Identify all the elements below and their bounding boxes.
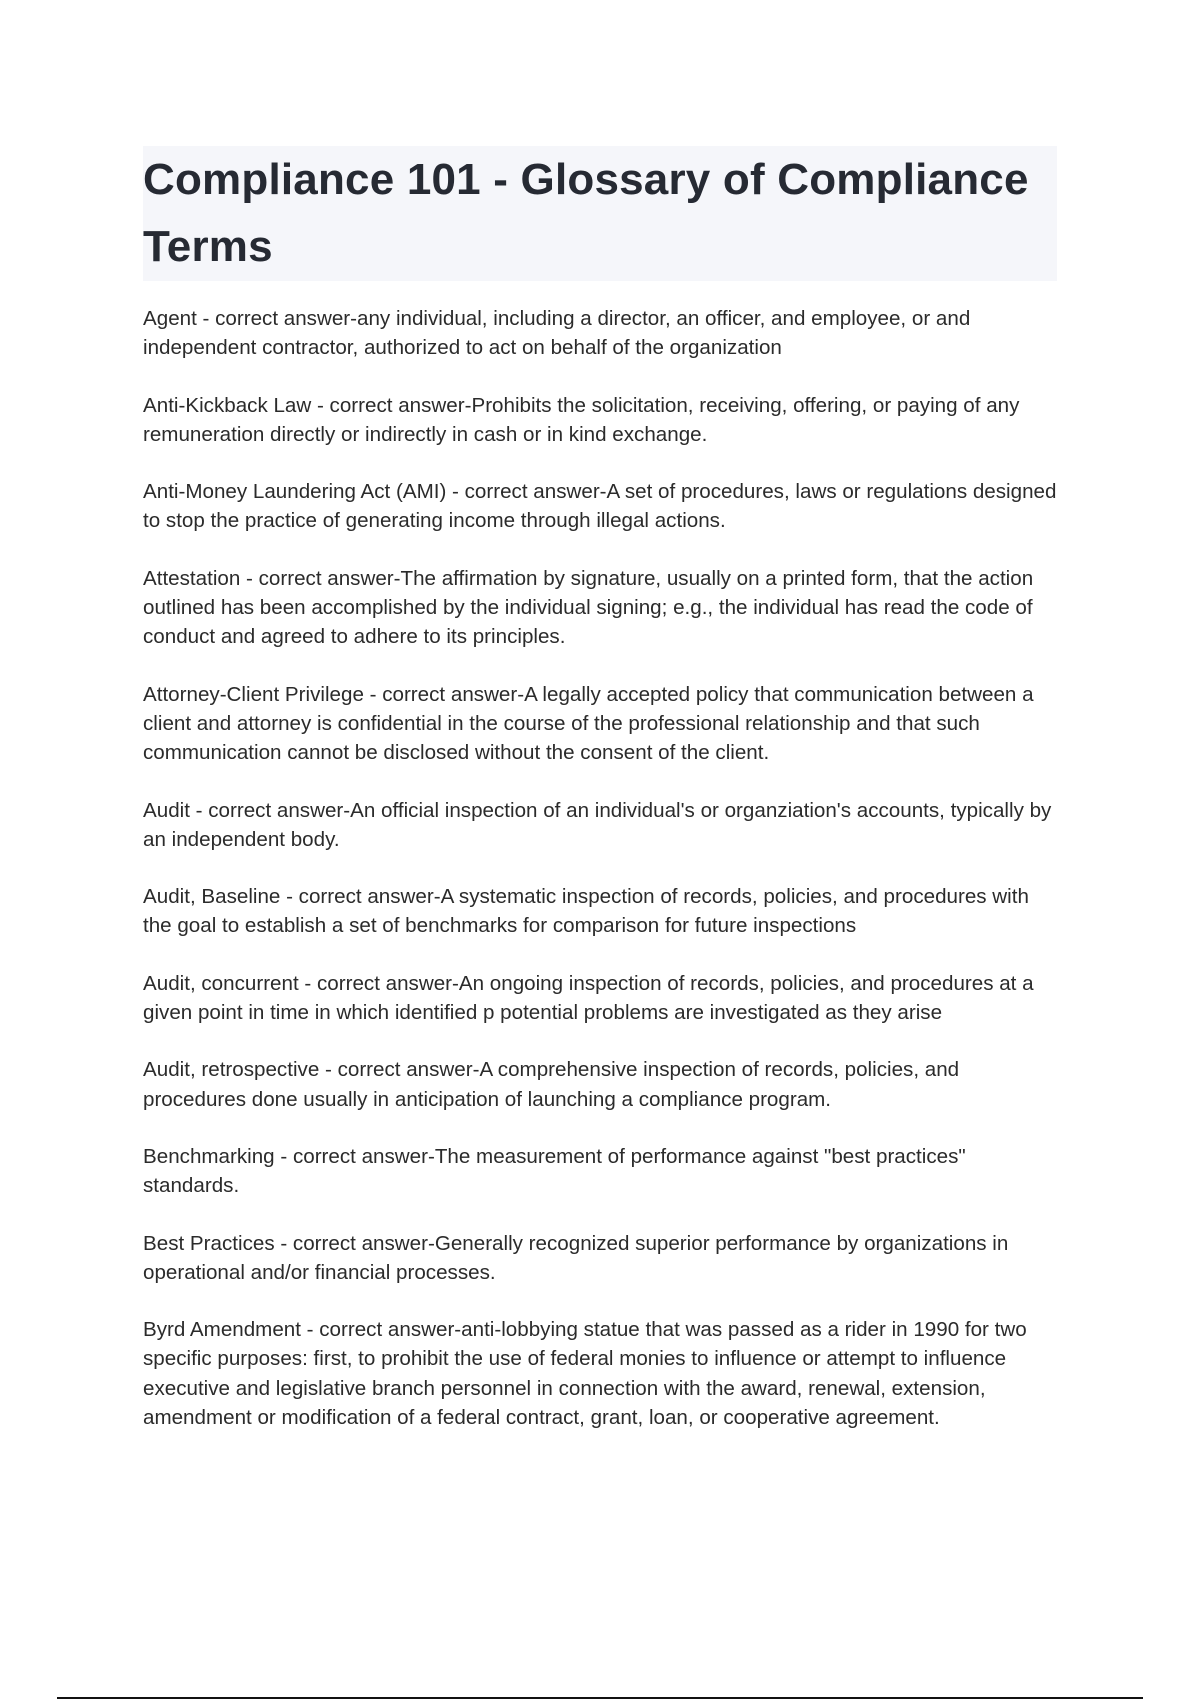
glossary-entry-attorney-client-privilege: Attorney-Client Privilege - correct answer-A legally accepted policy that communication between a client and attorney is confidential in the course of the professional relationship and that such communication cannot be disclosed without the consent of the client. (143, 682, 1034, 765)
glossary-entry-audit-baseline: Audit, Baseline - correct answer-A systematic inspection of records, policies, and procedures with the goal to establish a set of benchmarks for comparison for future inspections (143, 885, 1029, 938)
glossary-list (143, 304, 1061, 1460)
glossary-entry-anti-money-laundering-act: Anti-Money Laundering Act (AMI) - correct answer-A set of procedures, laws or regulations designed to stop the practice of generating income through illegal actions. (143, 480, 1057, 533)
title-block (143, 146, 1057, 281)
glossary-entry-best-practices: Best Practices - correct answer-Generally recognized superior performance by organizations in operational and/or financial processes. (143, 1231, 1009, 1284)
glossary-entry-byrd-amendment: Byrd Amendment - correct answer-anti-lobbying statue that was passed as a rider in 1990 for two specific purposes: first, to prohibit the use of federal monies to influence or attempt to influence executive and legislative branch personnel in connection with the award, renewal, extension, amendment or modification of a federal contract, grant, loan, or cooperative agreement. (143, 1318, 1027, 1430)
glossary-entry-benchmarking: Benchmarking - correct answer-The measurement of performance against "best practices" standards. (143, 1144, 966, 1198)
glossary-entry-audit-retrospective: Audit, retrospective - correct answer-A comprehensive inspection of records, policies, and procedures done usually in anticipation of launching a compliance program. (143, 1058, 960, 1111)
document-title: Compliance 101 - Glossary of Compliance Terms (143, 155, 1029, 271)
glossary-entry-audit-concurrent: Audit, concurrent - correct answer-An ongoing inspection of records, policies, and procedures at a given point in time in which identified p potential problems are investigated as they arise (143, 971, 1034, 1025)
glossary-entry-attestation: Attestation - correct answer-The affirmation by signature, usually on a printed form, that the action outlined has been accomplished by the individual signing; e.g., the individual has read the code of conduct and agreed to adhere to its principles. (143, 566, 1034, 649)
glossary-entry-audit: Audit - correct answer-An official inspection of an individual's or organziation's accounts, typically by an independent body. (143, 798, 1052, 851)
page-bottom-rule (57, 1697, 1143, 1699)
glossary-entry-anti-kickback-law: Anti-Kickback Law - correct answer-Prohibits the solicitation, receiving, offering, or paying of any remuneration directly or indirectly in cash or in kind exchange. (143, 393, 1020, 446)
glossary-entry-agent: Agent - correct answer-any individual, including a director, an officer, and employee, or and independent contractor, authorized to act on behalf of the organization (143, 307, 971, 360)
